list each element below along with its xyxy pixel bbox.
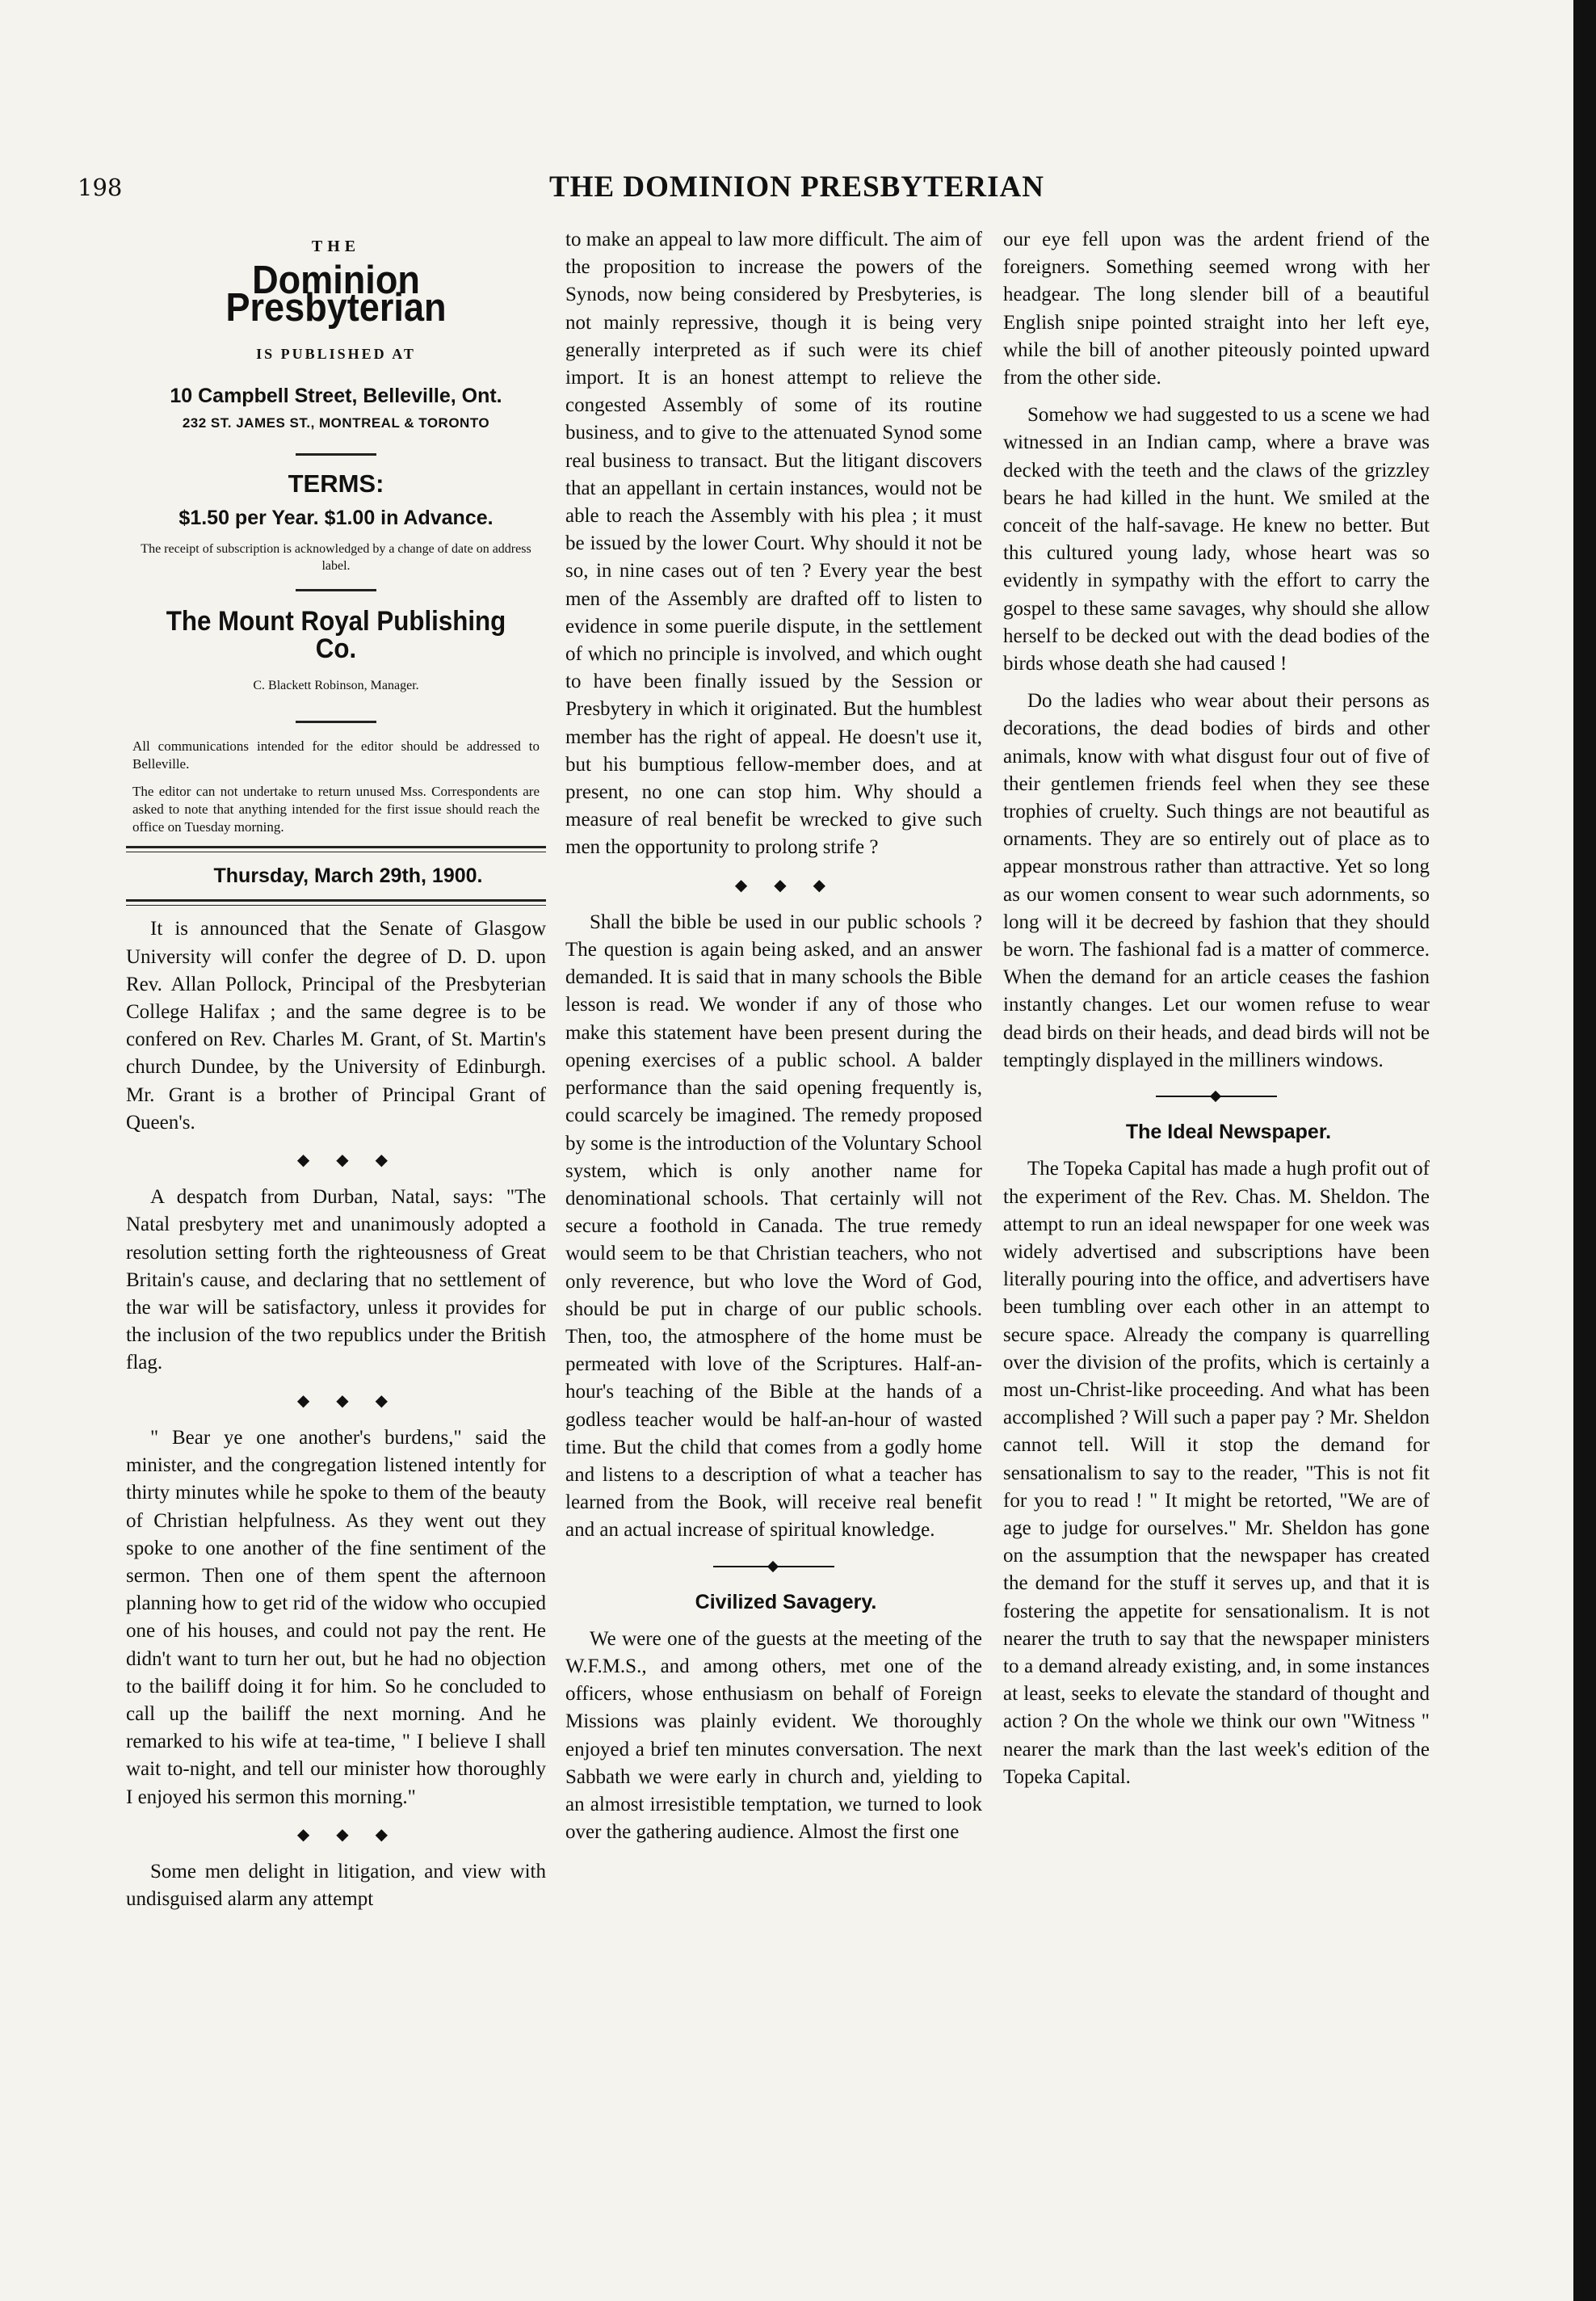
terms-heading: TERMS: (288, 469, 384, 498)
scan-edge (1573, 0, 1596, 2301)
article-ideal-newspaper: The Topeka Capital has made a hugh profit out of the experiment of the Rev. Chas. M. Sheldon. The attempt to run an ideal newspaper for one week was widely advertised and subscriptions have been literally pouring into the office, and advertisers have been tumbling over each other in an attempt to secure space. Already the company is quarrelling over the division of the profits, which is certainly a most un-Christ-like proceeding. And what has been accomplished ? Will such a paper pay ? Mr. Sheldon cannot tell. Will it stop the demand for sensationalism to say to the reader, "This is not fit for you to read ! " It might be retorted, "We are of age to judge for ourselves." Mr. Sheldon has gone on the assumption that the newspaper has created the demand for the stuff it serves up, and that it is fostering the appetite for sensationalism. It is not nearer the truth to say that the newspaper ministers to a demand already existing, and, in some instances at least, seeks to elevate the standard of thought and action ? On the whole we think our own "Witness " nearer the mark than the last week's edition of the Topeka Capital. (1003, 1158, 1430, 1788)
article-savagery-cont: our eye fell upon was the ardent friend of the foreigners. Something seemed wrong with her headgear. The long slender bill of a beautiful English snipe pointed straight into her left eye, while the bill of another piteously pointed upward from the other side. (1003, 229, 1430, 389)
ornament-diamonds: ◆ ◆ ◆ (734, 876, 838, 894)
heading-ideal-newspaper: The Ideal Newspaper. (1125, 1121, 1332, 1144)
manager-name: C. Blackett Robinson, Manager. (253, 679, 419, 693)
editor-notice: All communications intended for the editor should be addressed to Belleville. (132, 738, 540, 772)
column-2 (565, 226, 982, 1856)
ornament-diamonds: ◆ ◆ ◆ (296, 1825, 400, 1844)
article-durban-despatch: A despatch from Durban, Natal, says: "The Natal presbytery met and unanimously adopted a resolution setting forth the righteousness of Great Britain's cause, and declaring that no settlement of the war will be satisfactory, unless it provides for the inclusion of the two republics under the British flag. (126, 1186, 546, 1374)
column-1 (126, 233, 546, 1923)
receipt-note: The receipt of subscription is acknowledged by a change of date on address label. (141, 541, 531, 573)
publisher-name: The Mount Royal Publishing Co. (166, 605, 506, 664)
short-rule (296, 589, 376, 591)
masthead-title: Dominion Presbyterian (225, 259, 447, 330)
address-montreal: 232 ST. JAMES ST., MONTREAL & TORONTO (182, 415, 490, 431)
published-at: IS PUBLISHED AT (256, 345, 416, 362)
article-savagery-indian-camp: Somehow we had suggested to us a scene we had witnessed in an Indian camp, where a brave was decked with the teeth and the claws of the grizzley bears he had killed in the hunt. We smiled at the conceit of the half-savage. He knew no better. But this cultured young lady, whose heart was so evidently in sympathy with the effort to carry the gospel to these same savages, why should she allow herself to be decked out with the dead bodies of the birds whose death she had caused ! (1003, 404, 1430, 675)
ornament-diamonds: ◆ ◆ ◆ (296, 1151, 400, 1170)
double-rule (126, 846, 546, 852)
short-rule (296, 453, 376, 456)
section-divider (713, 1561, 834, 1572)
article-savagery-start: We were one of the guests at the meeting of the W.F.M.S., and among others, met one of the officers, whose enthusiasm on behalf of Foreign Missions was plainly evident. We thoroughly enjoyed a brief ten minutes conversation. The next Sabbath we were early in church and, yielding to an almost irresistible temptation, we turned to look over the gathering audience. Almost the first one (565, 1627, 982, 1844)
section-divider (1156, 1091, 1277, 1102)
column-3 (1003, 226, 1430, 1801)
subscription-price: $1.50 per Year. $1.00 in Advance. (178, 507, 494, 530)
article-bible-schools: Shall the bible be used in our public schools ? The question is again being asked, and an answer demanded. It is said that in many schools the Bible lesson is read. We wonder if any of those who make this statement have been present during the opening exercises of a public school. A balder performance than the said opening frequently is, could scarcely be imagined. The remedy proposed by some is the introduction of the Voluntary School system, which is only another name for denominational schools. That certainly will not secure a foothold in Canada. The true remedy would seem to be that Christian teachers, who not only reverence, but who love the Word of God, should be put in charge of our public schools. Then, too, the atmosphere of the home must be permeated with love of the Scriptures. Half-an-hour's teaching of the Bible at the hands of a godless teacher would be half-an-hour of wasted time. But the child that comes from a godly home and listens to a description of what a teacher has learned from the Book, will receive real benefit and an actual increase of spiritual knowledge. (565, 911, 982, 1542)
double-rule (126, 899, 546, 906)
issue-date: Thursday, March 29th, 1900. (213, 864, 483, 888)
article-savagery-ladies: Do the ladies who wear about their persons as decorations, the dead bodies of birds and other animals, know with what disgust four out of five of their gentlemen friends feel when they see these trophies of cruelty. Such things are not beautiful as ornaments. They are so entirely out of place as to appear monstrous rather than attractive. Yet so long as our women consent to wear such adornments, so long will it be decreed by fashion that they should be worn. The fashional fad is a matter of commerce. When the demand for an article ceases the fashion instantly changes. Let our women refuse to wear dead birds on their heads, and dead birds will not be temptingly displayed in the milliners windows. (1003, 690, 1430, 1071)
ornament-diamonds: ◆ ◆ ◆ (296, 1391, 400, 1410)
article-litigation-start: Some men delight in litigation, and view with undisguised alarm any attempt (126, 1860, 546, 1911)
running-head: THE DOMINION PRESBYTERIAN (549, 170, 1044, 204)
masthead-the: THE (311, 238, 361, 255)
page-number: 198 (78, 174, 123, 201)
correspondents-notice: The editor can not undertake to return unused Mss. Correspondents are asked to note that anything intended for the first issue should reach the office on Tuesday morning. (132, 784, 540, 835)
article-glasgow-degree: It is announced that the Senate of Glasgow University will confer the degree of D. D. upon Rev. Allan Pollock, Principal of the Presbyterian College Halifax ; and the same degree is to be confered on Rev. Charles M. Grant, of St. Martin's church Dundee, by the University of Edinburgh. Mr. Grant is a brother of Principal Grant of Queen's. (126, 918, 546, 1134)
short-rule (296, 721, 376, 723)
heading-civilized-savagery: Civilized Savagery. (695, 1590, 877, 1613)
address-belleville: 10 Campbell Street, Belleville, Ont. (170, 384, 502, 407)
masthead (126, 233, 546, 906)
article-litigation-cont: to make an appeal to law more difficult. The aim of the proposition to increase the powers of the Synods, now being considered by Presbyteries, is not mainly repressive, though it is being very generally interpreted as if such were its chief import. It is an honest attempt to relieve the congested Assembly of some of its routine business, and to give to the attenuated Synod some real business to transact. But the litigant discovers that an appellant in certain instances, would not be able to reach the Assembly with his plea ; it must be issued by the lower Court. Why should it not be so, in nine cases out of ten ? Every year the best men of the Assembly are drafted off to listen to evidence in some puerile dispute, in the settlement of which no principle is involved, and which ought to have been finally issued by the Session or Presbytery in which it originated. But the humblest member has the right of appeal. He doesn't use it, but his bumptious fellow-member does, and at present, no one can stop him. Why should a measure of real benefit be wrecked to give such men the opportunity to prolong strife ? (565, 229, 982, 859)
article-burdens-sermon: " Bear ye one another's burdens," said the minister, and the congregation listened intently for thirty minutes while he spoke to them of the beauty of Christian helpfulness. As they went out they spoke to one another of the fine sentiment of the sermon. Then one of them spent the afternoon planning how to get rid of the widow who occupied one of his houses, and could not pay the rent. He didn't want to turn her out, but he had no objection to the bailiff doing it for him. So he concluded to call up the bailiff the next morning. And he remarked to his wife at tea-time, " I believe I shall wait to-night, and tell our minister how thoroughly I enjoyed his sermon this morning." (126, 1426, 546, 1808)
